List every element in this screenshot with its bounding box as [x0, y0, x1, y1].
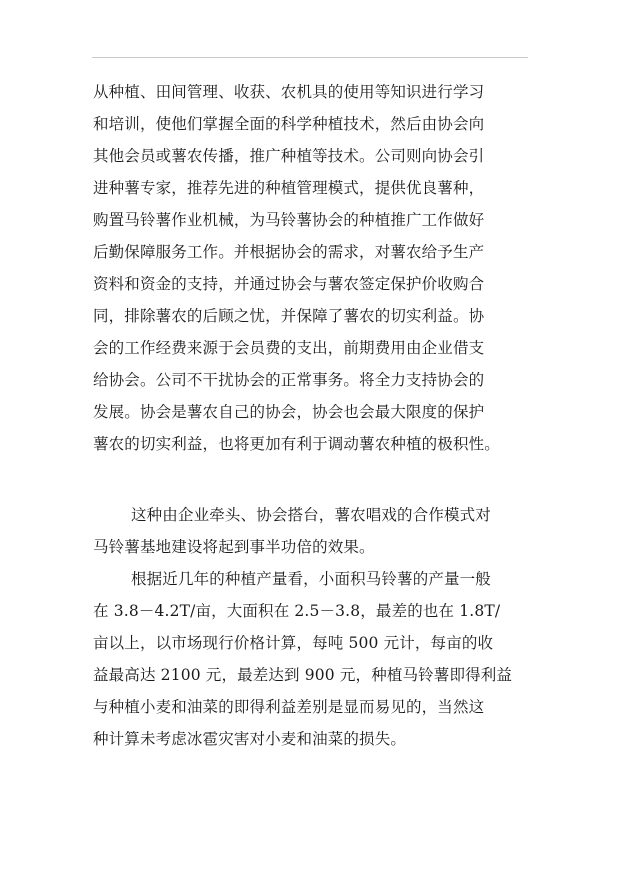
text-line: 马铃薯基地建设将起到事半功倍的效果。 — [93, 538, 375, 556]
text-line: 给协会。公司不干扰协会的正常事务。将全力支持协会的 — [93, 371, 485, 389]
text-line: 从种植、田间管理、收获、农机具的使用等知识进行学习 — [93, 83, 485, 101]
text-line: 和培训，使他们掌握全面的科学种植技术，然后由协会向 — [93, 115, 485, 133]
text-line: 资料和资金的支持，并通过协会与薯农签定保护价收购合 — [93, 275, 485, 293]
text-line: 种计算未考虑冰雹灾害对小麦和油菜的损失。 — [93, 730, 407, 748]
text-line: 亩以上，以市场现行价格计算，每吨 500 元计，每亩的收 — [93, 634, 494, 652]
text-line: 后勤保障服务工作。并根据协会的需求，对薯农给予生产 — [93, 243, 485, 261]
text-line: 薯农的切实利益，也将更加有利于调动薯农种植的极积性。 — [93, 435, 500, 453]
text-line: 与种植小麦和油菜的即得利益差别是显而易见的，当然这 — [93, 698, 485, 716]
text-line: 这种由企业牵头、协会搭台，薯农唱戏的合作模式对 — [131, 506, 491, 524]
text-line: 会的工作经费来源于会员费的支出，前期费用由企业借支 — [93, 339, 485, 357]
text-line: 同，排除薯农的后顾之忧，并保障了薯农的切实利益。协 — [93, 307, 485, 325]
paragraph-2-3 — [93, 499, 533, 755]
text-line: 在 3.8－4.2T/亩，大面积在 2.5－3.8，最差的也在 1.8T/ — [93, 602, 501, 620]
text-line: 购置马铃薯作业机械，为马铃薯协会的种植推广工作做好 — [93, 211, 485, 229]
paragraph-1 — [93, 76, 533, 460]
text-line: 根据近几年的种植产量看，小面积马铃薯的产量一般 — [131, 570, 491, 588]
text-line: 其他会员或薯农传播，推广种植等技术。公司则向协会引 — [93, 147, 485, 165]
text-line: 益最高达 2100 元，最差达到 900 元，种植马铃薯即得利益 — [93, 666, 513, 684]
text-line: 进种薯专家，推荐先进的种植管理模式，提供优良薯种， — [93, 179, 485, 197]
text-line: 发展。协会是薯农自己的协会，协会也会最大限度的保护 — [93, 403, 485, 421]
header-rule — [92, 57, 528, 58]
